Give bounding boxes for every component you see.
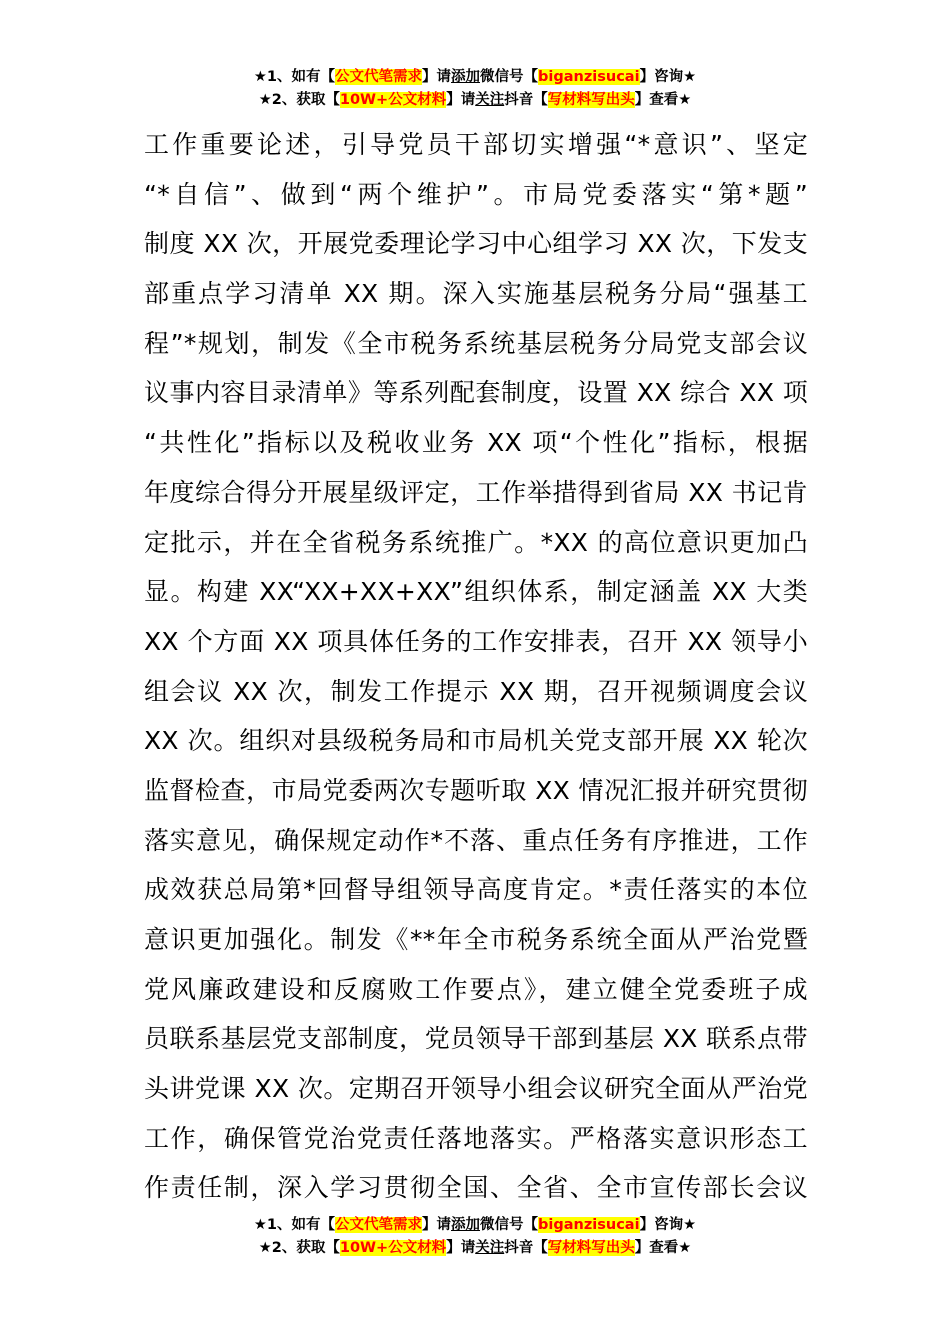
banner-text: 】请 — [422, 1217, 452, 1233]
banner-text: ★1、如有【 — [253, 69, 336, 85]
banner-text: 】请 — [446, 92, 476, 108]
body-line: 成效获总局第*回督导组领导高度肯定。*责任落实的本位 — [144, 875, 808, 905]
banner-line-1 — [0, 1214, 950, 1237]
body-line: 年度综合得分开展星级评定，工作举措得到省局 XX 书记肯 — [144, 477, 808, 507]
body-line: 工作，确保管党治党责任落地落实。严格落实意识形态工 — [144, 1123, 808, 1153]
body-line: 作责任制，深入学习贯彻全国、全省、全市宣传部长会议 — [144, 1173, 808, 1203]
banner-line-1 — [0, 66, 950, 89]
banner-text: ★2、获取【 — [258, 92, 340, 108]
body-line: 党风廉政建设和反腐败工作要点》，建立健全党委班子成 — [144, 974, 808, 1004]
banner-text: 微信号【 — [480, 69, 539, 85]
body-line: 监督检查，市局党委两次专题听取 XX 情况汇报并研究贯彻 — [144, 775, 808, 805]
banner-text: 抖音【 — [504, 92, 548, 108]
banner-highlight: biganzisucai — [538, 1217, 640, 1233]
body-line: 工作重要论述，引导党员干部切实增强“*意识”、坚定 — [144, 130, 808, 159]
body-line: 制度 XX 次，开展党委理论学习中心组学习 XX 次，下发支 — [144, 229, 808, 259]
banner-text: ★2、获取【 — [258, 1240, 340, 1256]
body-line: 组会议 XX 次，制发工作提示 XX 期，召开视频调度会议 — [144, 676, 808, 706]
body-line: 员联系基层党支部制度，党员领导干部到基层 XX 联系点带 — [144, 1024, 808, 1054]
body-line: “共性化”指标以及税收业务 XX 项“个性化”指标，根据 — [144, 428, 808, 458]
document-body — [144, 120, 808, 1213]
banner-text: 】请 — [446, 1240, 476, 1256]
banner-text: 】查看★ — [634, 92, 692, 108]
banner-highlight: 10W+公文材料 — [339, 1240, 447, 1256]
banner-line-2 — [0, 1237, 950, 1260]
banner-underline: 关注 — [475, 1240, 505, 1256]
body-line: 显。构建 XX“XX+XX+XX”组织体系，制定涵盖 XX 大类 — [144, 577, 808, 607]
banner-underline: 关注 — [475, 92, 505, 108]
banner-text: 】咨询★ — [639, 1217, 697, 1233]
banner-highlight: 公文代笔需求 — [335, 1217, 423, 1233]
body-line: “*自信”、做到“两个维护”。市局党委落实“第*题” — [144, 179, 808, 209]
banner-text: 抖音【 — [504, 1240, 548, 1256]
body-line: 头讲党课 XX 次。定期召开领导小组会议研究全面从严治党 — [144, 1074, 808, 1104]
banner-line-2 — [0, 89, 950, 112]
banner-highlight: 10W+公文材料 — [339, 92, 447, 108]
body-line: 落实意见，确保规定动作*不落、重点任务有序推进，工作 — [144, 825, 808, 855]
body-line: 议事内容目录清单》等系列配套制度，设置 XX 综合 XX 项 — [144, 378, 808, 408]
body-line: 部重点学习清单 XX 期。深入实施基层税务分局“强基工 — [144, 279, 808, 309]
banner-text: ★1、如有【 — [253, 1217, 336, 1233]
header-banner — [0, 66, 950, 112]
banner-highlight: 公文代笔需求 — [335, 69, 423, 85]
banner-underline: 添加 — [451, 69, 481, 85]
banner-text: 微信号【 — [480, 1217, 539, 1233]
body-line: XX 个方面 XX 项具体任务的工作安排表，召开 XX 领导小 — [144, 626, 808, 656]
banner-highlight: 写材料写出头 — [547, 92, 635, 108]
banner-highlight: 写材料写出头 — [547, 1240, 635, 1256]
body-line: 意识更加强化。制发《**年全市税务系统全面从严治党暨 — [144, 925, 808, 954]
body-line: XX 次。组织对县级税务局和市局机关党支部开展 XX 轮次 — [144, 726, 808, 756]
body-line: 定批示，并在全省税务系统推广。*XX 的高位意识更加凸 — [144, 527, 808, 557]
banner-text: 】请 — [422, 69, 452, 85]
banner-underline: 添加 — [451, 1217, 481, 1233]
banner-text: 】咨询★ — [639, 69, 697, 85]
banner-text: 】查看★ — [634, 1240, 692, 1256]
body-line: 程”*规划，制发《全市税务系统基层税务分局党支部会议 — [144, 328, 808, 358]
footer-banner — [0, 1214, 950, 1260]
banner-highlight: biganzisucai — [538, 69, 640, 85]
